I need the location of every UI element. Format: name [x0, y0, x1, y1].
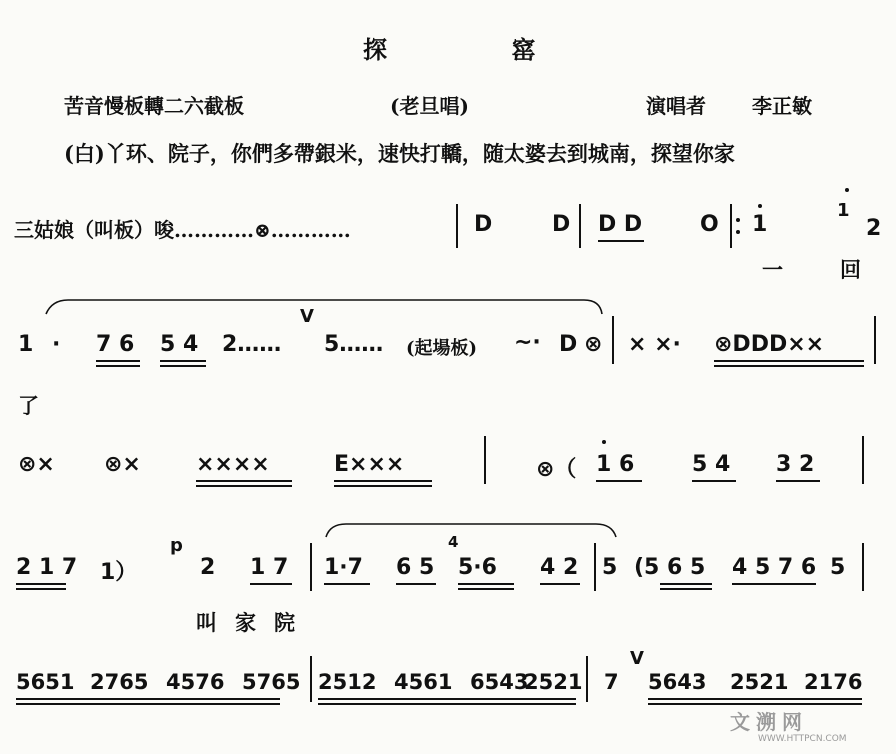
dot — [736, 218, 740, 222]
dynamic-mark: p — [170, 535, 183, 556]
octave-dot — [845, 188, 849, 192]
barline — [484, 436, 486, 484]
note: 4 2 — [540, 555, 579, 580]
underline — [776, 480, 820, 482]
underline — [458, 588, 514, 590]
underline — [458, 583, 514, 585]
note-group: 2512 — [318, 670, 377, 694]
score-row-1 — [14, 200, 882, 282]
score-row-3 — [14, 440, 880, 510]
barline — [456, 204, 458, 248]
underline — [16, 703, 280, 705]
underline — [396, 583, 436, 585]
note: 1 — [18, 332, 34, 357]
note-group: 2521 — [524, 670, 583, 694]
note: 2 — [200, 555, 216, 580]
note: 2 1 7 — [16, 555, 78, 580]
underline — [96, 360, 140, 362]
note: ⊗× — [18, 452, 55, 477]
underline — [334, 480, 432, 482]
note: O — [700, 212, 719, 237]
note: 1 6 — [596, 452, 635, 477]
underline — [160, 360, 206, 362]
note: × ×· — [628, 332, 681, 357]
underline — [648, 703, 862, 705]
underline — [196, 480, 292, 482]
spoken-line: (白)丫环、院子，你們多帶銀米，速快打轎，随太婆去到城南，探望你家 — [64, 141, 735, 166]
underline — [714, 360, 864, 362]
note: 5 4 — [160, 332, 199, 357]
note-group: 4561 — [394, 670, 453, 694]
note: 1 — [837, 200, 850, 221]
note: D — [474, 212, 493, 237]
note-group: 5643 — [648, 670, 707, 694]
underline — [598, 240, 644, 242]
note: 2 — [866, 216, 882, 241]
lyric-line: 叫家院 — [196, 610, 313, 635]
underline — [16, 588, 66, 590]
note: 1·7 — [324, 555, 363, 580]
underline — [648, 698, 862, 700]
note: 5 — [602, 555, 618, 580]
note-group: 6543 — [470, 670, 529, 694]
note: ×××× — [196, 452, 270, 477]
lyric: 回 — [840, 257, 879, 282]
underline — [318, 703, 576, 705]
note: D — [552, 212, 571, 237]
time-signature: 4 — [448, 533, 459, 551]
singer-name: 李正敏 — [752, 94, 812, 118]
barline — [579, 204, 581, 248]
note: 5 — [830, 555, 846, 580]
lyric: 了 — [18, 393, 57, 418]
note: 2…… — [222, 332, 282, 357]
barline — [862, 543, 864, 591]
tune-label: 苦音慢板轉二六截板 — [64, 94, 244, 118]
underline — [692, 480, 736, 482]
note: 1 — [752, 212, 768, 237]
role-label: (老旦唱) — [390, 94, 469, 118]
breath-mark: V — [300, 306, 314, 327]
score-row-2 — [14, 306, 880, 418]
note-group: 5765 — [242, 670, 301, 694]
slur — [44, 296, 604, 316]
note-group: 2521 — [730, 670, 789, 694]
barline — [586, 656, 588, 702]
note: ⊗ — [584, 332, 603, 357]
dot — [736, 230, 740, 234]
note: D — [559, 332, 578, 357]
lyric: 一 — [762, 257, 801, 282]
underline — [16, 698, 280, 700]
octave-dot — [602, 440, 606, 444]
note: ~· — [514, 330, 541, 355]
underline — [16, 583, 66, 585]
underline — [540, 583, 580, 585]
note: ⊗× — [104, 452, 141, 477]
note: 5…… — [324, 332, 384, 357]
note-group: 5651 — [16, 670, 75, 694]
underline — [714, 365, 864, 367]
page-title: 探 窰 — [363, 35, 594, 64]
singer-label: 演唱者 — [646, 94, 706, 118]
note: 7 — [604, 670, 619, 694]
score-row-4 — [14, 533, 880, 635]
row-1-lead-text: 三姑娘（叫板）唆…………⊗………… — [14, 218, 351, 242]
underline — [196, 485, 292, 487]
note: 4 5 7 6 — [732, 555, 817, 580]
note: 3 2 — [776, 452, 815, 477]
note: 1 7 — [250, 555, 289, 580]
underline — [596, 480, 642, 482]
note: (5 6 5 — [634, 555, 706, 580]
tempo-marking: (起場板) — [406, 338, 478, 359]
note-group: 2176 — [804, 670, 863, 694]
octave-dot — [758, 204, 762, 208]
barline — [594, 543, 596, 591]
note: ⊗（ — [536, 457, 577, 482]
note: 5 4 — [692, 452, 731, 477]
barline — [730, 204, 732, 248]
underline — [250, 583, 292, 585]
underline — [324, 583, 370, 585]
barline — [310, 543, 312, 591]
underline — [732, 583, 816, 585]
underline — [334, 485, 432, 487]
note: 5·6 — [458, 555, 497, 580]
note-group: 4576 — [166, 670, 225, 694]
slur — [324, 521, 618, 539]
note: 6 5 — [396, 555, 435, 580]
underline — [660, 588, 712, 590]
underline — [96, 365, 140, 367]
watermark-brand: 文溯网 — [730, 710, 808, 734]
underline — [318, 698, 576, 700]
note: · — [52, 332, 61, 357]
breath-mark: V — [630, 648, 644, 669]
note: 7 6 — [96, 332, 135, 357]
note: D D — [598, 212, 643, 237]
note: ⊗DDD×× — [714, 332, 825, 357]
note: E××× — [334, 452, 405, 477]
note-group: 2765 — [90, 670, 149, 694]
note: 1） — [100, 560, 138, 585]
barline — [874, 316, 876, 364]
underline — [160, 365, 206, 367]
barline — [612, 316, 614, 364]
watermark-site: WWW.HTTPCN.COM — [758, 734, 847, 744]
barline — [310, 656, 312, 702]
underline — [660, 583, 712, 585]
barline — [862, 436, 864, 484]
